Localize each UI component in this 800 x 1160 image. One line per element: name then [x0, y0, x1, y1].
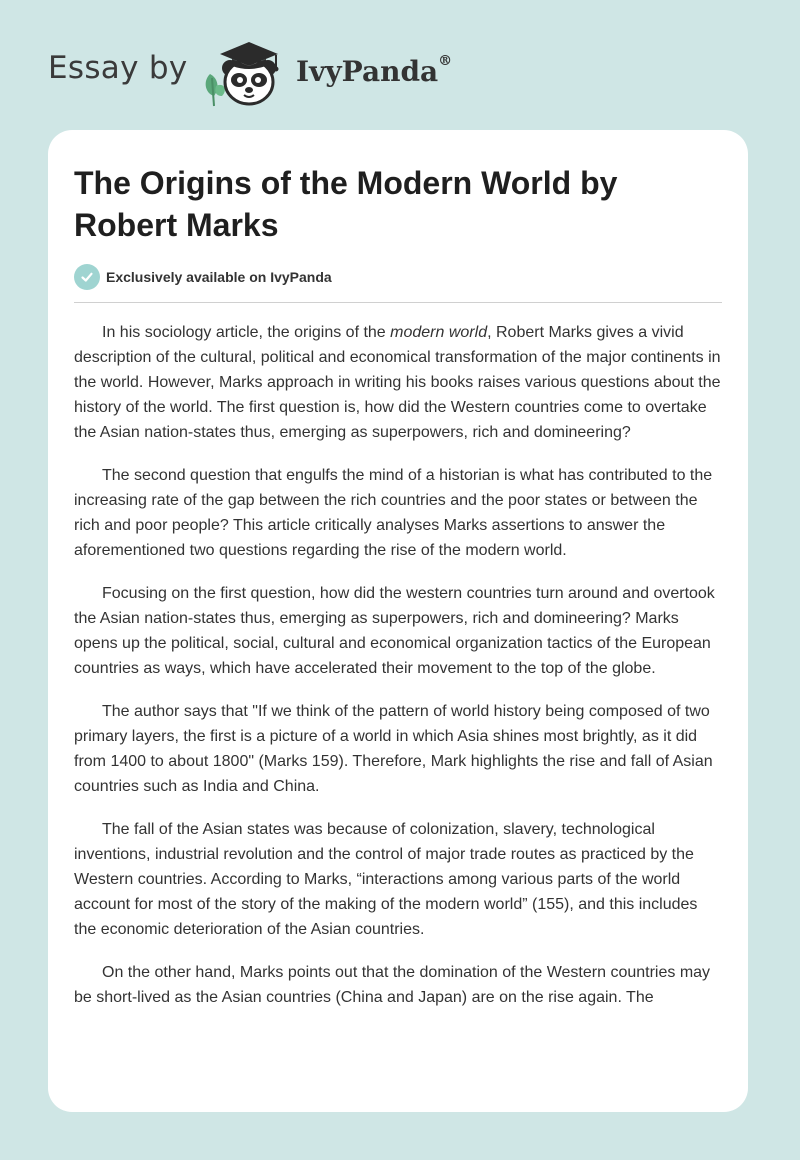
exclusive-badge-label: Exclusively available on IvyPanda	[106, 269, 332, 285]
brand-name	[296, 55, 452, 88]
essay-paragraph	[74, 320, 724, 445]
exclusive-badge	[74, 264, 332, 290]
check-circle-icon	[74, 264, 100, 290]
essay-body	[74, 320, 724, 1028]
paragraph-text: The second question that engulfs the mind of a historian is what has contributed to the increasing rate of the gap between the rich countries and the poor states or between the rich and poor people? This article critically analyses Marks assertions to answer the aforementioned two questions regarding the rise of the modern world.	[74, 467, 713, 559]
paragraph-text: Focusing on the first question, how did the western countries turn around and overtook the Asian nation-states thus, emerging as superpowers, rich and domineering? Marks opens up the political, social, cultural and economical organization tactics of the European countries as ways, which have accelerated their movement to the top of the globe.	[74, 585, 715, 677]
brand-text: IvyPanda	[296, 55, 439, 88]
essay-paragraph	[74, 581, 724, 681]
paragraph-text: , Robert Marks gives a vivid description of the cultural, political and economical transformation of the major continents in the world. However, Marks approach in writing his books raises various questions about the history of the world. The first question is, how did the Western countries come to overtake the Asian nation-states thus, emerging as superpowers, rich and domineering?	[74, 324, 721, 441]
paragraph-text: On the other hand, Marks points out that the domination of the Western countries may be short-lived as the Asian countries (China and Japan) are on the rise again. The	[74, 964, 711, 1006]
paragraph-text: The fall of the Asian states was because of colonization, slavery, technological inventions, industrial revolution and the control of major trade routes as practiced by the Western countries. According to Marks, “interactions among various parts of the world account for most of the story of the making of the modern world” (155), and this includes the economic deterioration of the Asian countries.	[74, 821, 698, 938]
essay-paragraph	[74, 960, 724, 1010]
divider	[74, 302, 722, 303]
essay-card	[48, 130, 748, 1112]
essay-paragraph	[74, 817, 724, 942]
emphasis-text: modern world	[390, 324, 488, 341]
essay-by-label: Essay by	[48, 50, 188, 86]
essay-paragraph	[74, 463, 724, 563]
essay-title: The Origins of the Modern World by Robert Marks	[74, 165, 618, 243]
panda-graduate-icon	[200, 36, 292, 110]
paragraph-text: The author says that "If we think of the pattern of world history being composed of two primary layers, the first is a picture of a world in which Asia shines most brightly, as it did from 1400 to about 1800" (Marks 159). Therefore, Mark highlights the rise and fall of Asian countries such as India and China.	[74, 703, 713, 795]
brand-registered-mark: ®	[438, 53, 453, 69]
essay-paragraph	[74, 699, 724, 799]
paragraph-text: In his sociology article, the origins of the	[102, 324, 391, 341]
site-header	[0, 0, 800, 130]
